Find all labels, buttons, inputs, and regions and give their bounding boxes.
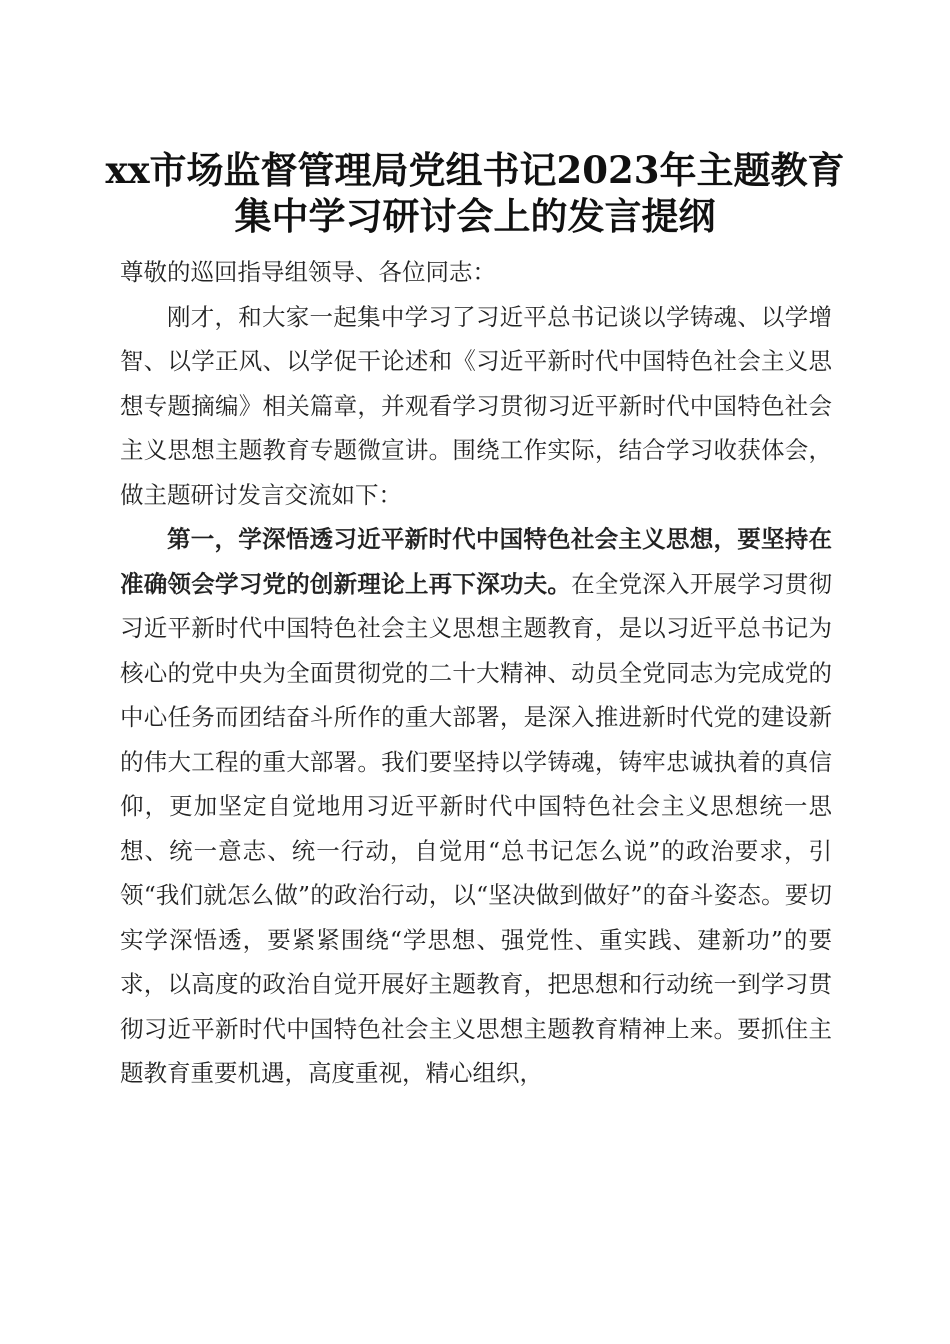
paragraph-2-body: 在全党深入开展学习贯彻习近平新时代中国特色社会主义思想主题教育，是以习近平总书记为核心的党中央为全面贯彻党的二十大精神、动员全党同志为完成党的中心任务而团结奋斗所作的重大部署，是深入推进新时代党的建设新的伟大工程的重大部署。我们要坚持以学铸魂，铸牢忠诚执着的真信仰，更加坚定自觉地用习近平新时代中国特色社会主义思想统一思想、统一意志、统一行动，自觉用“总书记怎么说”的政治要求，引领“我们就怎么做”的政治行动，以“坚决做到做好”的奋斗姿态。要切实学深悟透，要紧紧围绕“学思想、强党性、重实践、建新功”的要求，以高度的政治自觉开展好主题教育，把思想和行动统一到学习贯彻习近平新时代中国特色社会主义思想主题教育精神上来。要抓住主题教育重要机遇，高度重视，精心组织， [120,569,833,1087]
paragraph-1: 刚才，和大家一起集中学习了习近平总书记谈以学铸魂、以学增智、以学正风、以学促干论述和《习近平新时代中国特色社会主义思想专题摘编》相关篇章，并观看学习贯彻习近平新时代中国特色社会主义思想主题教育专题微宣讲。围绕工作实际，结合学习收获体会，做主题研讨发言交流如下： [120,302,832,509]
salutation: 尊敬的巡回指导组领导、各位同志： [120,258,496,286]
paragraph-2 [120,517,832,1096]
paragraph-2-lead: 第一，学深悟透习近平新时代中国特色社会主义思想，要坚持在准确领会学习党的创新理论上再下深功夫。 [120,525,832,598]
document-title-line1: xx市场监督管理局党组书记2023年主题教育 [105,148,845,192]
document-body [120,250,832,1096]
document-title-line2: 集中学习研讨会上的发言提纲 [234,194,716,238]
